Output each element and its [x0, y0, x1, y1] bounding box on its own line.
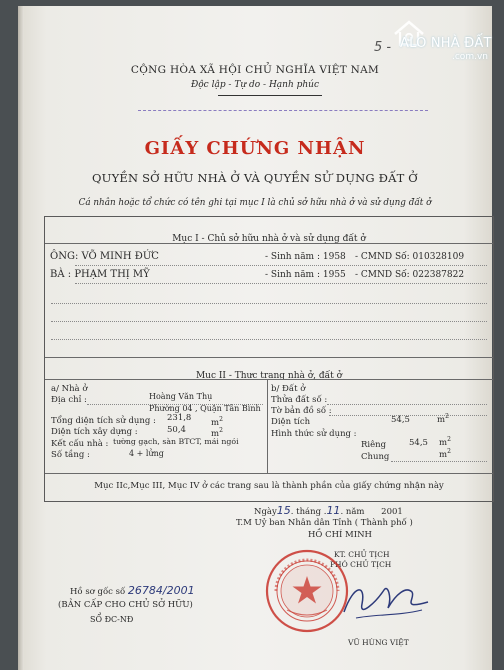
shared-label: Chung — [361, 452, 390, 462]
certificate-title: GIẤY CHỨNG NHẬN — [144, 138, 366, 159]
address-street: Hoàng Văn Thụ — [149, 392, 213, 401]
decorative-dashes — [138, 110, 428, 111]
section1-heading: Mục I - Chủ sở hữu nhà ở và sử dụng đất ở — [172, 234, 366, 244]
unit-m2: $m^2$ — [439, 448, 451, 460]
unit-m2: $m^2$ — [437, 413, 449, 425]
structure-label: Kết cấu nhà : — [51, 439, 109, 449]
divider — [45, 357, 493, 358]
issue-date: Ngày15. tháng .11. năm 2001 — [254, 504, 403, 517]
book-number: SỔ ĐC-NĐ — [90, 615, 134, 624]
private-area: 54,5 — [409, 438, 428, 448]
land-title: b/ Đất ở — [271, 384, 306, 394]
issuing-authority: T.M Uỷ ban Nhân dân Tỉnh ( Thành phố ) — [236, 518, 413, 528]
divider — [45, 473, 493, 474]
land-area-label: Diện tích — [271, 417, 311, 427]
dotted-line — [75, 265, 487, 266]
land-area: 54,5 — [391, 415, 410, 425]
floor-area-label: Tổng diện tích sử dụng : — [51, 416, 156, 426]
unit-m2: $m^2$ — [439, 436, 451, 448]
floor-area: 231,8 — [167, 413, 192, 423]
certificate-intro: Cá nhân hoặc tổ chức có tên ghi tại mục I là chủ sở hữu nhà ở và sử dụng đất ở — [78, 198, 432, 208]
motto-underline — [218, 95, 322, 96]
certificate-page — [18, 6, 492, 670]
house-title: a/ Nhà ở — [51, 384, 88, 394]
usage-label: Hình thức sử dụng : — [271, 429, 357, 439]
signer-role: KT. CHỦ TỊCH — [334, 550, 390, 559]
address-label: Địa chỉ : — [51, 395, 87, 405]
unit-m2: $m^2$ — [211, 416, 223, 428]
dotted-line — [51, 321, 487, 322]
address-ward: Phường 04 , Quận Tân Bình — [149, 404, 261, 413]
owner-id: - CMND Số: 010328109 — [355, 252, 465, 262]
owner-birth: - Sinh năm : 1955 — [265, 270, 346, 280]
handwritten-signature — [336, 572, 436, 630]
built-area-label: Diện tích xây dựng : — [51, 427, 138, 437]
section-note: Mục IIc,Mục III, Mục IV ở các trang sau là thành phần của giấy chứng nhận này — [94, 481, 444, 491]
watermark-sub: .com.vn — [452, 52, 488, 62]
dotted-line — [327, 404, 487, 405]
private-label: Riêng — [361, 440, 387, 450]
dotted-line — [51, 303, 487, 304]
owner-row: ÔNG: VÕ MINH ĐỨC — [50, 251, 159, 262]
map-label: Tờ bản đồ số : — [271, 406, 332, 416]
built-area: 50,4 — [167, 425, 186, 435]
page-fold — [18, 6, 24, 670]
column-divider — [267, 379, 268, 473]
signer-role-2: PHÓ CHỦ TỊCH — [330, 560, 392, 569]
page-code: 5 - — [374, 40, 392, 55]
owner-id: - CMND Số: 022387822 — [355, 270, 465, 280]
owner-birth: - Sinh năm : 1958 — [265, 252, 346, 262]
watermark-title: ALO NHÀ ĐẤT — [400, 36, 492, 51]
plot-label: Thửa đất số : — [271, 395, 328, 405]
file-number: Hồ sơ gốc số 26784/2001 — [70, 584, 195, 597]
divider — [45, 379, 493, 380]
divider — [45, 243, 493, 244]
copy-note: (BẢN CẤP CHO CHỦ SỞ HỮU) — [58, 600, 193, 610]
issuing-city: HỒ CHÍ MINH — [308, 530, 372, 540]
owner-row: BÀ : PHẠM THỊ MỸ — [50, 269, 150, 280]
motto: Độc lập - Tự do - Hạnh phúc — [190, 80, 320, 90]
details-frame — [44, 216, 494, 502]
dotted-line — [391, 461, 487, 462]
dotted-line — [75, 283, 487, 284]
certificate-subtitle: QUYỀN SỞ HỮU NHÀ Ở VÀ QUYỀN SỬ DỤNG ĐẤT Ở — [92, 171, 418, 185]
republic-header: CỘNG HÒA XÃ HỘI CHỦ NGHĨA VIỆT NAM — [130, 64, 380, 76]
floors-value: 4 + lửng — [129, 449, 164, 458]
section2-heading: Mục II - Thực trạng nhà ở, đất ở — [195, 371, 343, 381]
signer-name: VŨ HÙNG VIỆT — [348, 638, 409, 647]
floors-label: Số tầng : — [51, 450, 90, 460]
dotted-line — [51, 339, 487, 340]
unit-m2: $m^2$ — [211, 427, 223, 439]
structure-value: tường gạch, sàn BTCT, mái ngói — [113, 437, 239, 446]
